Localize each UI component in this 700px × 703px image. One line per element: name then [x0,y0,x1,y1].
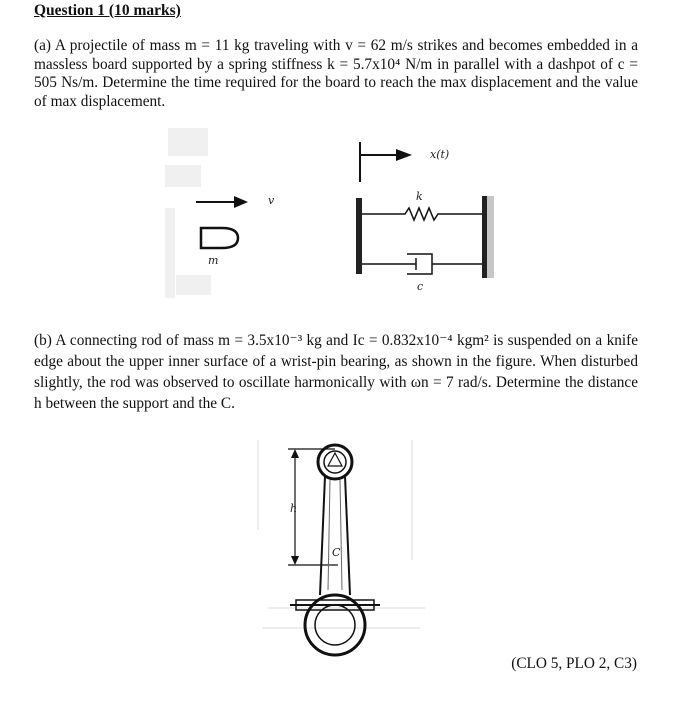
velocity-label: v [268,194,275,207]
part-a-text: (a) A projectile of mass m = 11 kg traveling with v = 62 m/s strikes and becomes embedded in a massless board supported by a spring stiffness k = 5.7x10⁴ N/m in parallel with a dashpot of c = 505 Ns/m. Determine the time required for the board to reach the max displacement and the value of max displacement. [34,37,638,110]
displacement-label: x(t) [430,148,450,161]
clo-reference: (CLO 5, PLO 2, C3) [511,655,637,672]
question-heading: Question 1 (10 marks) [34,2,181,19]
projectile-mass [201,228,238,248]
distance-label: h [290,502,298,515]
velocity-arrow [196,196,248,208]
figure-b [258,440,425,655]
dashpot [362,254,482,274]
spring-label: k [416,190,423,203]
spring [362,208,482,220]
mass-label: m [208,254,219,267]
displacement-arrow [360,142,412,182]
figure-a [165,128,494,298]
ground-wall [482,196,494,278]
center-label: C [332,546,341,559]
part-b-text: (b) A connecting rod of mass m = 3.5x10⁻³ kg and Ic = 0.832x10⁻⁴ kgm² is suspended on a knife edge about the upper inner surface of a wrist-pin bearing, as shown in the figure. When disturbed slightly, the rod was observed to oscillate harmonically with ωn = 7 rad/s. Determine the distance h between the support and the C. [34,332,638,412]
board [356,198,362,274]
dashpot-label: c [417,280,424,293]
